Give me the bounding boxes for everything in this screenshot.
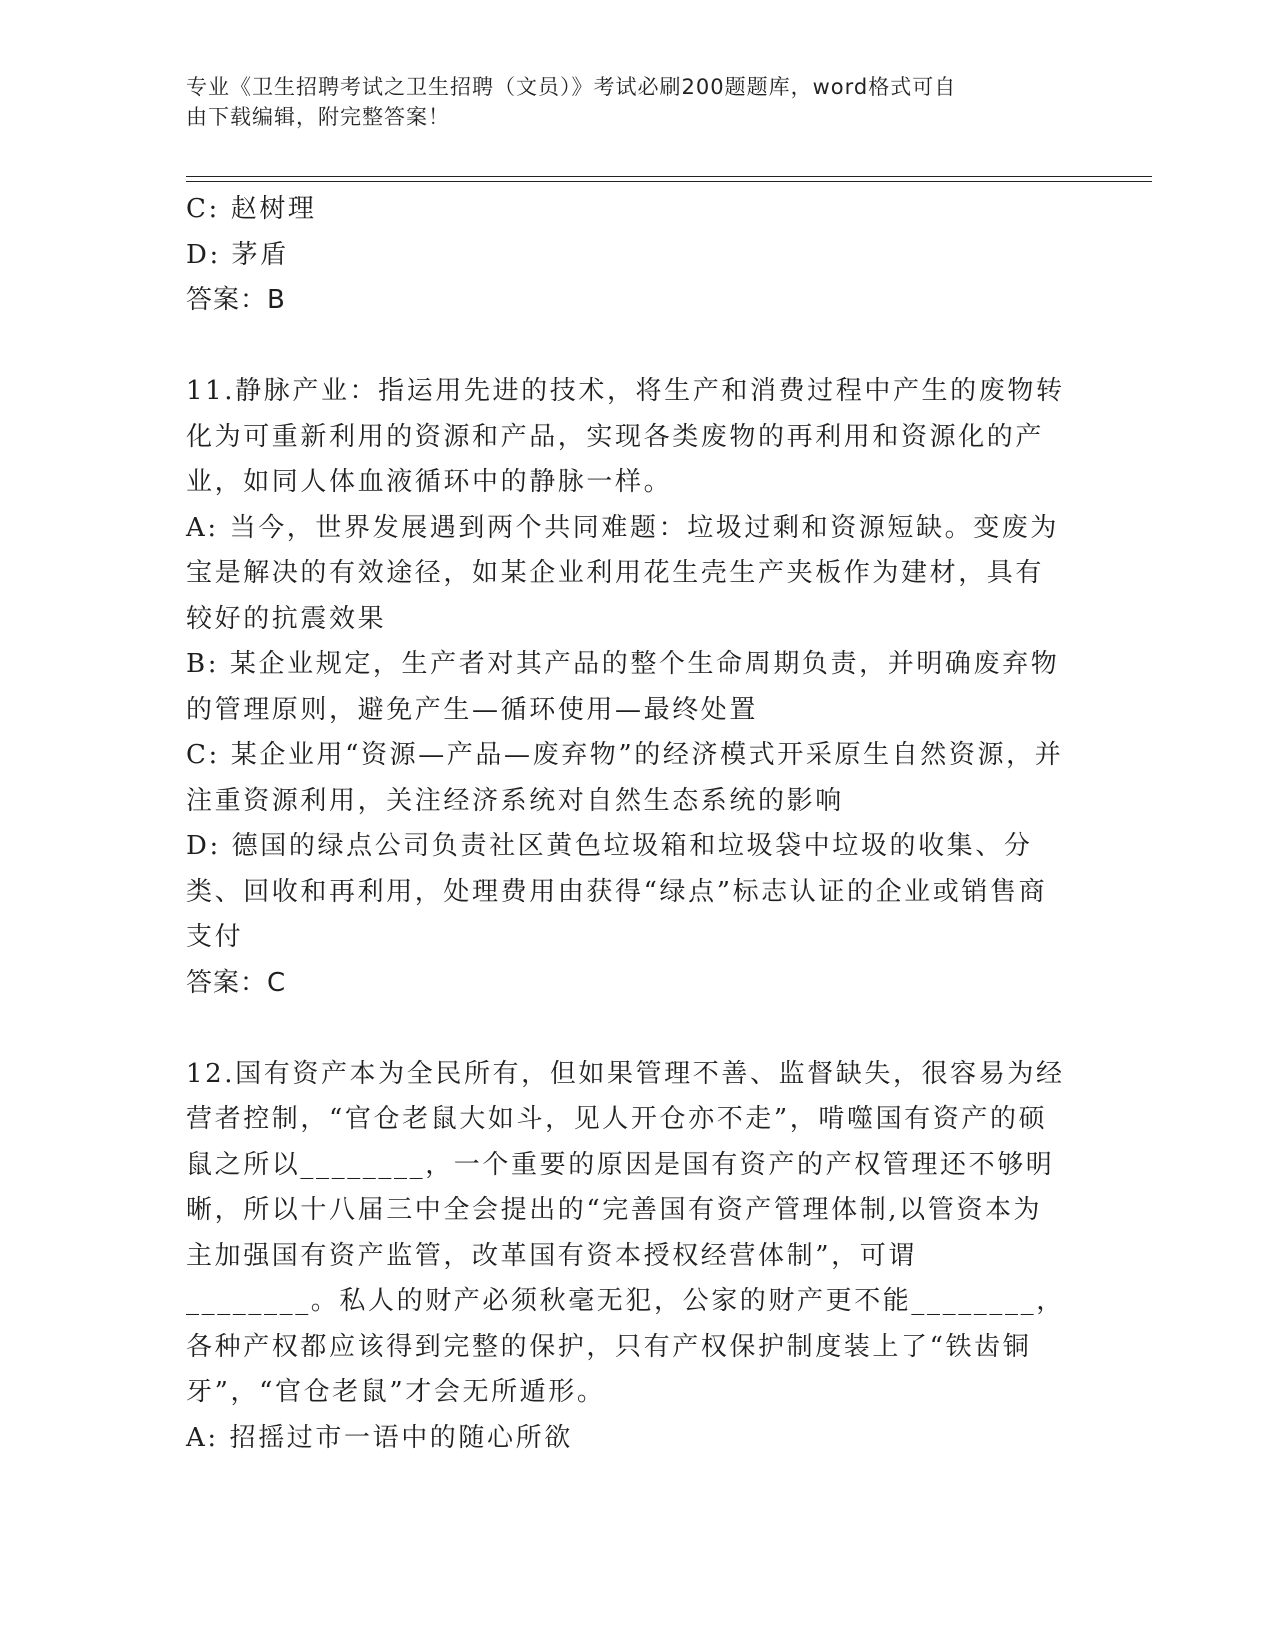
q10-answer: 答案：B — [186, 285, 286, 315]
q10-option-c: C: 赵树理 — [186, 194, 317, 224]
q11-stem: 11.静脉产业：指运用先进的技术，将生产和消费过程中产生的废物转化为可重新利用的资源和产品，实现各类废物的再利用和资源化的产业，如同人体血液循环中的静脉一样。 — [186, 376, 1065, 497]
question-12 — [186, 1052, 1066, 1462]
header-rule-top — [186, 176, 1152, 177]
header-line-2: 由下载编辑，附完整答案！ — [186, 105, 450, 129]
header-line-1: 专业《卫生招聘考试之卫生招聘（文员）》考试必刷200题题库，word格式可自 — [186, 75, 957, 99]
question-11 — [186, 369, 1066, 1006]
spacer — [186, 324, 1066, 370]
q11-answer: 答案：C — [186, 967, 287, 998]
document-body — [186, 187, 1066, 1461]
q11-option-c: C: 某企业用“资源—产品—废弃物”的经济模式开采原生自然资源，并注重资源利用，关注经济系统对自然生态系统的影响 — [186, 740, 1064, 816]
document-header — [186, 72, 1066, 132]
q11-option-d: D: 德国的绿点公司负责社区黄色垃圾箱和垃圾袋中垃圾的收集、分类、回收和再利用，处理费用由获得“绿点”标志认证的企业或销售商支付 — [186, 831, 1048, 952]
q12-stem: 12.国有资产本为全民所有，但如果管理不善、监督缺失，很容易为经营者控制，“官仓老鼠大如斗，见人开仓亦不走”，啃噬国有资产的硕鼠之所以________，一个重要的原因是国有资产的产权管理还不够明晰，所以十八届三中全会提出的“完善国有资产管理体制,以管资本为主加强国有资产监管，改革国有资本授权经营体制”，可谓________。私人的财产必须秋毫无犯，公家的财产更不能________，各种产权都应该得到完整的保护，只有产权保护制度装上了“铁齿铜牙”，“官仓老鼠”才会无所遁形。 — [186, 1058, 1065, 1407]
q11-option-a: A: 当今，世界发展遇到两个共同难题：垃圾过剩和资源短缺。变废为宝是解决的有效途径，如某企业利用花生壳生产夹板作为建材，具有较好的抗震效果 — [186, 512, 1060, 634]
spacer — [186, 1006, 1066, 1052]
q11-option-b: B: 某企业规定，生产者对其产品的整个生命周期负责，并明确废弃物的管理原则，避免产生—循环使用—最终处置 — [186, 649, 1060, 725]
question-10-tail — [186, 187, 1066, 324]
q10-option-d: D: 茅盾 — [186, 239, 289, 270]
q12-option-a: A: 招摇过市一语中的随心所欲 — [186, 1422, 573, 1453]
header-rule-bottom — [186, 181, 1152, 182]
